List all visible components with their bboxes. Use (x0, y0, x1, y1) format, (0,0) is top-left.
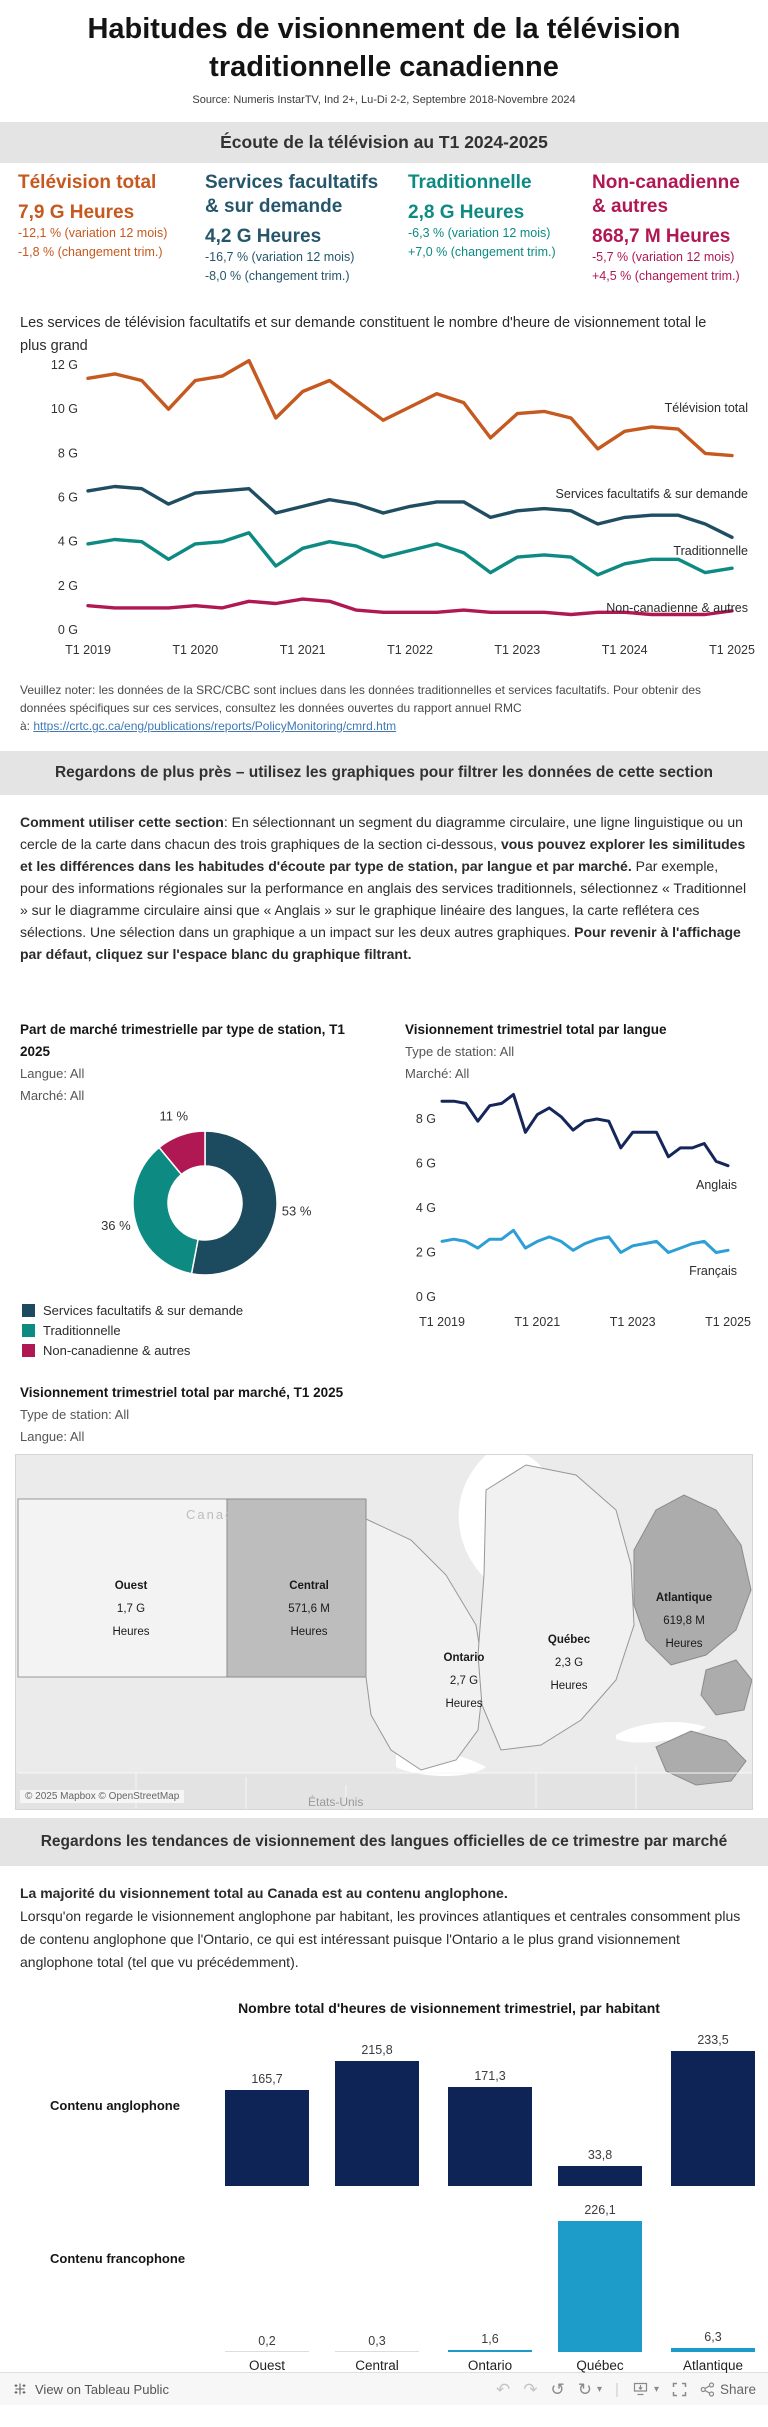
bar-value-label: 226,1 (584, 2203, 616, 2217)
bar[interactable] (671, 2348, 755, 2352)
toolbar-buttons (496, 2381, 756, 2398)
bar-value-label: 0,2 (258, 2334, 276, 2348)
svg-text:T1 2019: T1 2019 (419, 1315, 465, 1329)
language-filter-station: Type de station: All (405, 1044, 515, 1059)
svg-text:8 G: 8 G (415, 1112, 436, 1126)
series-label: Traditionnelle (673, 544, 748, 558)
row-label-francophone: Contenu francophone (50, 2251, 186, 2266)
kpi-non-canadienne: Non-canadienne & autres 868,7 M Heures -5,7 % (variation 12 mois) +4,5 % (changement trim.) (592, 172, 740, 283)
svg-text:4 G: 4 G (415, 1201, 436, 1215)
series-2[interactable] (442, 1230, 728, 1252)
bar-value-label: 6,3 (704, 2330, 722, 2344)
category-label-ontario: Ontario (467, 2358, 513, 2373)
language-block (405, 1019, 760, 1360)
bar-value-label: 233,5 (697, 2033, 729, 2047)
svg-text:T1 2023: T1 2023 (609, 1315, 656, 1329)
caret-down-icon[interactable]: ▾ (653, 2383, 659, 2395)
share-icon (700, 2382, 715, 2397)
category-label-quebec: Québec (576, 2358, 624, 2373)
bar[interactable] (671, 2051, 755, 2186)
bar-value-label: 171,3 (474, 2069, 506, 2083)
donut-legend (20, 1300, 405, 1360)
svg-text:4 G: 4 G (57, 534, 78, 549)
filter-charts-row (0, 1019, 768, 1360)
per-capita-bar-chart[interactable] (0, 1998, 768, 2372)
source-line: Source: Numeris InstarTV, Ind 2+, Lu-Di 2-2, Septembre 2018-Novembre 2024 (192, 94, 576, 106)
category-label-central: Central (355, 2358, 399, 2373)
svg-text:12 G: 12 G (50, 358, 78, 372)
total-viewing-line-chart[interactable] (0, 358, 768, 662)
legend-swatch (22, 1304, 35, 1317)
legend-swatch (22, 1344, 35, 1357)
bar[interactable] (558, 2166, 642, 2186)
map-mark-quebec[interactable]: Québec 2,3 G Heures (547, 1634, 591, 1692)
svg-text:2 G: 2 G (57, 578, 78, 593)
data-note: Veuillez noter: les données de la SRC/CBC sont inclues dans les données traditionnelles et services facultatifs. Pour obtenir des données spécifiques sur ces services, consultez les données ouvertes du rapport annuel RMC à: https://crtc.gc.ca/eng/publications/reports/PolicyMonitoring/cmrd.htm (20, 683, 702, 733)
svg-text:T1 2021: T1 2021 (514, 1315, 561, 1329)
bar[interactable] (448, 2350, 532, 2352)
bar-value-label: 0,3 (368, 2334, 386, 2348)
donut-pct-label: 53 % (281, 1203, 312, 1219)
svg-text:2 G: 2 G (415, 1245, 436, 1260)
language-filter-marche: Marché: All (405, 1066, 470, 1081)
fullscreen-icon[interactable] (672, 2382, 687, 2397)
canada-label: Canada (186, 1507, 244, 1522)
refresh-icon[interactable]: ↻ (577, 2379, 592, 2399)
bar-chart-title: Nombre total d'heures de visionnement trimestriel, par habitant (238, 2000, 660, 2016)
series-label: Services facultatifs & sur demande (555, 487, 748, 501)
svg-text:T1 2022: T1 2022 (387, 643, 433, 657)
donut-pct-label: 36 % (101, 1217, 131, 1233)
kpi-traditionnelle: Traditionnelle 2,8 G Heures -6,3 % (variation 12 mois) +7,0 % (changement trim.) (408, 172, 556, 259)
legend-item-services[interactable]: Services facultatifs & sur demande (20, 1300, 405, 1320)
bar-zero-tick (335, 2351, 419, 2352)
svg-text:T1 2024: T1 2024 (601, 643, 648, 657)
download-icon[interactable] (632, 2382, 649, 2397)
language-chart-title: Visionnement trimestriel total par langue (405, 1022, 667, 1037)
map-mark-ouest[interactable]: Ouest 1,7 G Heures (112, 1580, 150, 1638)
bar-value-label: 33,8 (587, 2148, 613, 2162)
view-on-tableau-link[interactable]: View on Tableau Public (12, 2381, 169, 2397)
svg-text:T1 2025: T1 2025 (705, 1315, 751, 1329)
bar[interactable] (225, 2090, 309, 2186)
map-attribution[interactable]: © 2025 Mapbox © OpenStreetMap (20, 1790, 184, 1803)
bar-value-label: 165,7 (251, 2072, 283, 2086)
category-label-ouest: Ouest (248, 2358, 286, 2373)
svg-text:8 G: 8 G (57, 446, 78, 461)
svg-text:10 G: 10 G (50, 402, 78, 417)
map-mark-atlantique[interactable]: Atlantique 619,8 M Heures (655, 1592, 713, 1650)
series-1[interactable] (88, 361, 732, 456)
map-header (20, 1382, 748, 1448)
bar-zero-tick (225, 2351, 309, 2352)
series-label: Anglais (696, 1178, 737, 1192)
language-line-chart[interactable] (405, 1085, 758, 1337)
map-mark-ontario[interactable]: Ontario 2,7 G Heures (443, 1652, 485, 1710)
map-mark-central[interactable]: Central 571,6 M Heures (288, 1580, 330, 1638)
legend-swatch (22, 1324, 35, 1337)
bar[interactable] (335, 2061, 419, 2186)
kpi-row (0, 163, 768, 286)
dashboard-header (0, 10, 768, 106)
main-chart-subtitle: Les services de télévision facultatifs et sur demande constituent le nombre d'heure de visionnement total le plus grand (20, 315, 707, 354)
section-header-trends: Regardons les tendances de visionnement des langues officielles de ce trimestre par marché (0, 1818, 768, 1866)
map-title: Visionnement trimestriel total par marché, T1 2025 (20, 1385, 344, 1400)
svg-text:T1 2020: T1 2020 (172, 643, 219, 657)
station-type-donut-chart[interactable] (20, 1107, 400, 1291)
svg-text:0 G: 0 G (415, 1290, 436, 1304)
section-header-filter: Regardons de plus près – utilisez les graphiques pour filtrer les données de cette section (0, 751, 768, 795)
svg-text:0 G: 0 G (57, 623, 78, 637)
kpi-television-total: Télévision total 7,9 G Heures -12,1 % (variation 12 mois) -1,8 % (changement trim.) (18, 172, 168, 259)
donut-filter-langue: Langue: All (20, 1066, 85, 1081)
redo-icon[interactable]: ↷ (523, 2379, 538, 2399)
svg-text:T1 2023: T1 2023 (494, 643, 541, 657)
bar[interactable] (448, 2087, 532, 2186)
tableau-toolbar (0, 2372, 768, 2405)
bars-area (0, 1998, 768, 2372)
station-type-block (20, 1019, 405, 1360)
map-filter-station: Type de station: All (20, 1407, 130, 1422)
toolbar-separator: | (615, 2380, 619, 2398)
insight-paragraph: La majorité du visionnement total au Canada est au contenu anglophone. Lorsqu'on regarde le visionnement anglophone par habitant, les provinces atlantiques et centrales consomment plus de contenu anglophone que l'Ontario, ce qui est intéressant puisque l'Ontario a le plus grand visionnement anglophone total (tel que vu précédemment). (20, 1885, 741, 1970)
section-header-ecoute: Écoute de la télévision au T1 2024-2025 (0, 122, 768, 163)
bar-value-label: 215,8 (361, 2043, 393, 2057)
row-label-anglophone: Contenu anglophone (50, 2098, 180, 2113)
bar-value-label: 1,6 (481, 2332, 499, 2346)
series-1[interactable] (442, 1095, 728, 1166)
revert-icon[interactable]: ↺ (550, 2379, 565, 2399)
kpi-services-facultatifs: Services facultatifs & sur demande 4,2 G Heures -16,7 % (variation 12 mois) -8,0 % (changement trim.) (205, 172, 379, 283)
svg-text:T1 2025: T1 2025 (709, 643, 755, 657)
market-map[interactable] (15, 1454, 753, 1810)
caret-down-icon[interactable]: ▾ (597, 2383, 603, 2395)
bar[interactable] (558, 2221, 642, 2352)
legend-item-traditionnelle[interactable]: Traditionnelle (20, 1320, 405, 1340)
donut-filter-marche: Marché: All (20, 1088, 85, 1103)
svg-text:T1 2019: T1 2019 (65, 643, 111, 657)
svg-text:6 G: 6 G (415, 1156, 436, 1171)
series-label: Non-canadienne & autres (606, 601, 748, 615)
howto-paragraph: Comment utiliser cette section: En sélectionnant un segment du diagramme circulaire, une ligne linguistique ou un cercle de la carte dans chacun des trois graphiques de la section ci-dessous, vous pouvez explorer les similitudes et les différences dans les habitudes d'écoute par type de station, par langue et par marché. Par exemple, pour des informations régionales sur la performance en anglais des services traditionnels, sélectionnez « Traditionnel » sur le diagramme circulaire ainsi que « Anglais » sur le graphique linéaire des langues, la carte reflétera ces sélections. Une sélection dans un graphique a un impact sur les deux autres graphiques. Pour revenir à l'affichage par défaut, cliquez sur l'espace blanc du graphique filtrant. (20, 814, 747, 962)
category-label-atlantique: Atlantique (682, 2358, 744, 2373)
svg-text:6 G: 6 G (57, 490, 78, 505)
legend-item-non-canadienne[interactable]: Non-canadienne & autres (20, 1340, 405, 1360)
donut-title: Part de marché trimestrielle par type de station, T1 2025 (20, 1022, 345, 1059)
series-3[interactable] (88, 533, 732, 575)
tableau-logo-icon (12, 2381, 28, 2397)
undo-icon[interactable]: ↶ (496, 2379, 511, 2399)
svg-text:T1 2021: T1 2021 (279, 643, 326, 657)
crtc-link[interactable]: https://crtc.gc.ca/eng/publications/reports/PolicyMonitoring/cmrd.htm (33, 719, 397, 733)
etats-unis-label: États-Unis (308, 1795, 364, 1809)
series-label: Français (689, 1264, 737, 1278)
page-title: Habitudes de visionnement de la télévision traditionnelle canadienne (87, 13, 681, 83)
donut-pct-label: 11 % (159, 1108, 189, 1124)
map-filter-langue: Langue: All (20, 1429, 85, 1444)
share-button[interactable]: Share (700, 2382, 756, 2397)
series-label: Télévision total (664, 401, 748, 415)
